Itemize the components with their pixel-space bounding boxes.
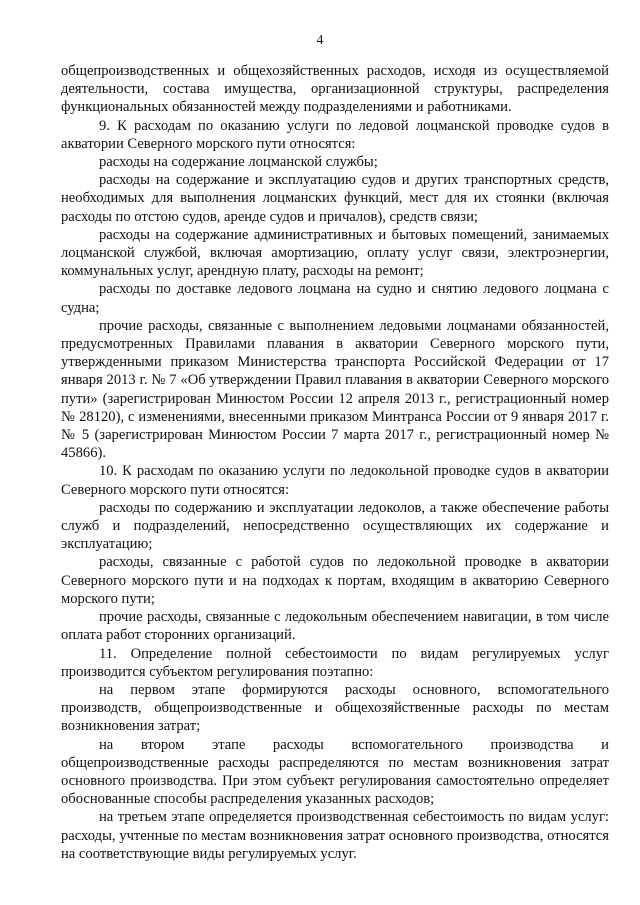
paragraph-icebreakers: расходы по содержанию и эксплуатации ледоколов, а также обеспечение работы служб и подразделений, непосредственно осуществляющих их содержание и эксплуатацию;: [61, 499, 609, 553]
paragraph-continuation: общепроизводственных и общехозяйственных расходов, исходя из осуществляемой деятельности, состава имущества, организационной структуры, распределения функциональных обязанностей между подразделениями и работниками.: [61, 63, 609, 116]
paragraph-stage-2: на втором этапе расходы вспомогательного производства и общепроизводственные расходы распределяются по местам возникновения затрат основного производства. При этом субъект регулирования самостоятельно определяет обоснованные способы распределения указанных расходов;: [61, 736, 609, 808]
paragraph-vessels-maintenance: расходы на содержание и эксплуатацию судов и других транспортных средств, необходимых для выполнения лоцманских функций, мест для их стоянки (включая расходы по отстою судов, аренде судов и причалов), средств связи;: [61, 172, 609, 225]
document-body: [61, 62, 609, 863]
paragraph-item-9: 9. К расходам по оказанию услуги по ледовой лоцманской проводке судов в акватории Северного морского пути относятся:: [61, 117, 609, 152]
paragraph-other-pilot-costs: прочие расходы, связанные с выполнением ледовыми лоцманами обязанностей, предусмотренных Правилами плавания в акватории Северного морского пути, утвержденными приказом Министерства транспорта Российской Федерации от 17 января 2013 г. № 7 «Об утверждении Правил плавания в акватории Северного морского пути» (зарегистрирован Минюстом России 12 апреля 2013 г., регистрационный номер № 28120), с изменениями, внесенными приказом Минтранса России от 9 января 2017 г. № 5 (зарегистрирован Минюстом России 7 марта 2017 г., регистрационный номер № 45866).: [61, 317, 609, 462]
paragraph-stage-1: на первом этапе формируются расходы основного, вспомогательного производств, общепроизводственные и общехозяйственные расходы по местам возникновения затрат;: [61, 681, 609, 735]
paragraph-item-10: 10. К расходам по оказанию услуги по ледокольной проводке судов в акватории Северного морского пути относятся:: [61, 463, 609, 498]
paragraph-pilot-service: расходы на содержание лоцманской службы;: [99, 154, 378, 171]
page-number: 4: [316, 32, 324, 47]
paragraph-icebreaker-escort: расходы, связанные с работой судов по ледокольной проводке в акватории Северного морского пути и на подходах к портам, входящим в акваторию Северного морского пути;: [61, 554, 609, 607]
paragraph-pilot-delivery: расходы по доставке ледового лоцмана на судно и снятию ледового лоцмана с судна;: [61, 281, 609, 316]
paragraph-stage-3: на третьем этапе определяется производственная себестоимость по видам услуг: расходы, учтенные по местам возникновения затрат основного производства, относятся на соответствующие виды регулируемых услуг.: [61, 809, 609, 862]
paragraph-item-11: 11. Определение полной себестоимости по видам регулируемых услуг производится субъектом регулирования поэтапно:: [61, 645, 609, 680]
paragraph-premises: расходы на содержание административных и бытовых помещений, занимаемых лоцманской службой, включая амортизацию, оплату услуг связи, электроэнергии, коммунальных услуг, арендную плату, расходы на ремонт;: [61, 226, 609, 280]
paragraph-other-icebreaker-costs: прочие расходы, связанные с ледокольным обеспечением навигации, в том числе оплата работ сторонних организаций.: [61, 609, 609, 644]
